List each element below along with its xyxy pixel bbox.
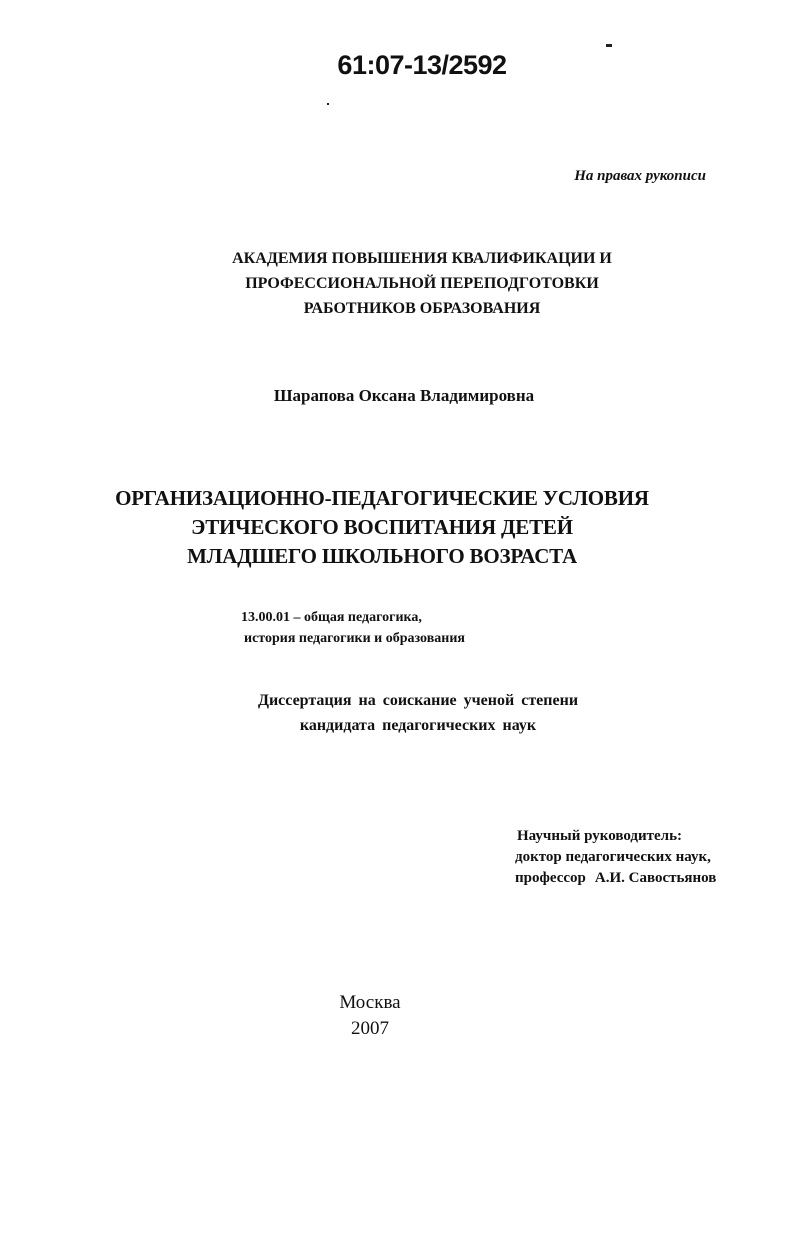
author-name: Шарапова Оксана Владимировна (273, 386, 535, 405)
scan-speck (606, 44, 612, 47)
supervisor-degree: доктор педагогических наук, (515, 849, 711, 865)
manuscript-rights-note: На правах рукописи (574, 168, 706, 184)
institution-name (0, 246, 796, 321)
degree-line: Диссертация на соискание ученой степени (257, 692, 579, 709)
institution-line: РАБОТНИКОВ ОБРАЗОВАНИЯ (303, 300, 541, 317)
title-line: МЛАДШЕГО ШКОЛЬНОГО ВОЗРАСТА (187, 544, 577, 568)
place-and-year (0, 990, 740, 1042)
supervisor-label: Научный руководитель: (517, 828, 682, 844)
scan-speck (327, 103, 329, 105)
dissertation-title (0, 484, 764, 571)
specialty-line: история педагогики и образования (244, 631, 465, 646)
title-line: ОРГАНИЗАЦИОННО-ПЕДАГОГИЧЕСКИЕ УСЛОВИЯ (115, 486, 649, 510)
supervisor-name: А.И. Савостьянов (594, 870, 717, 886)
archive-code: 61:07-13/2592 (337, 50, 507, 80)
supervisor-rank: профессор (515, 870, 586, 886)
degree-statement (0, 688, 796, 738)
degree-line: кандидата педагогических наук (299, 717, 537, 734)
supervisor-block (515, 826, 716, 889)
city: Москва (339, 992, 401, 1013)
specialty-code (241, 607, 465, 649)
institution-line: ПРОФЕССИОНАЛЬНОЙ ПЕРЕПОДГОТОВКИ (245, 275, 599, 292)
specialty-line: 13.00.01 – общая педагогика, (241, 610, 422, 625)
year: 2007 (351, 1018, 389, 1039)
supervisor-rank-line (515, 868, 716, 889)
title-line: ЭТИЧЕСКОГО ВОСПИТАНИЯ ДЕТЕЙ (191, 515, 573, 539)
institution-line: АКАДЕМИЯ ПОВЫШЕНИЯ КВАЛИФИКАЦИИ И (232, 250, 612, 267)
